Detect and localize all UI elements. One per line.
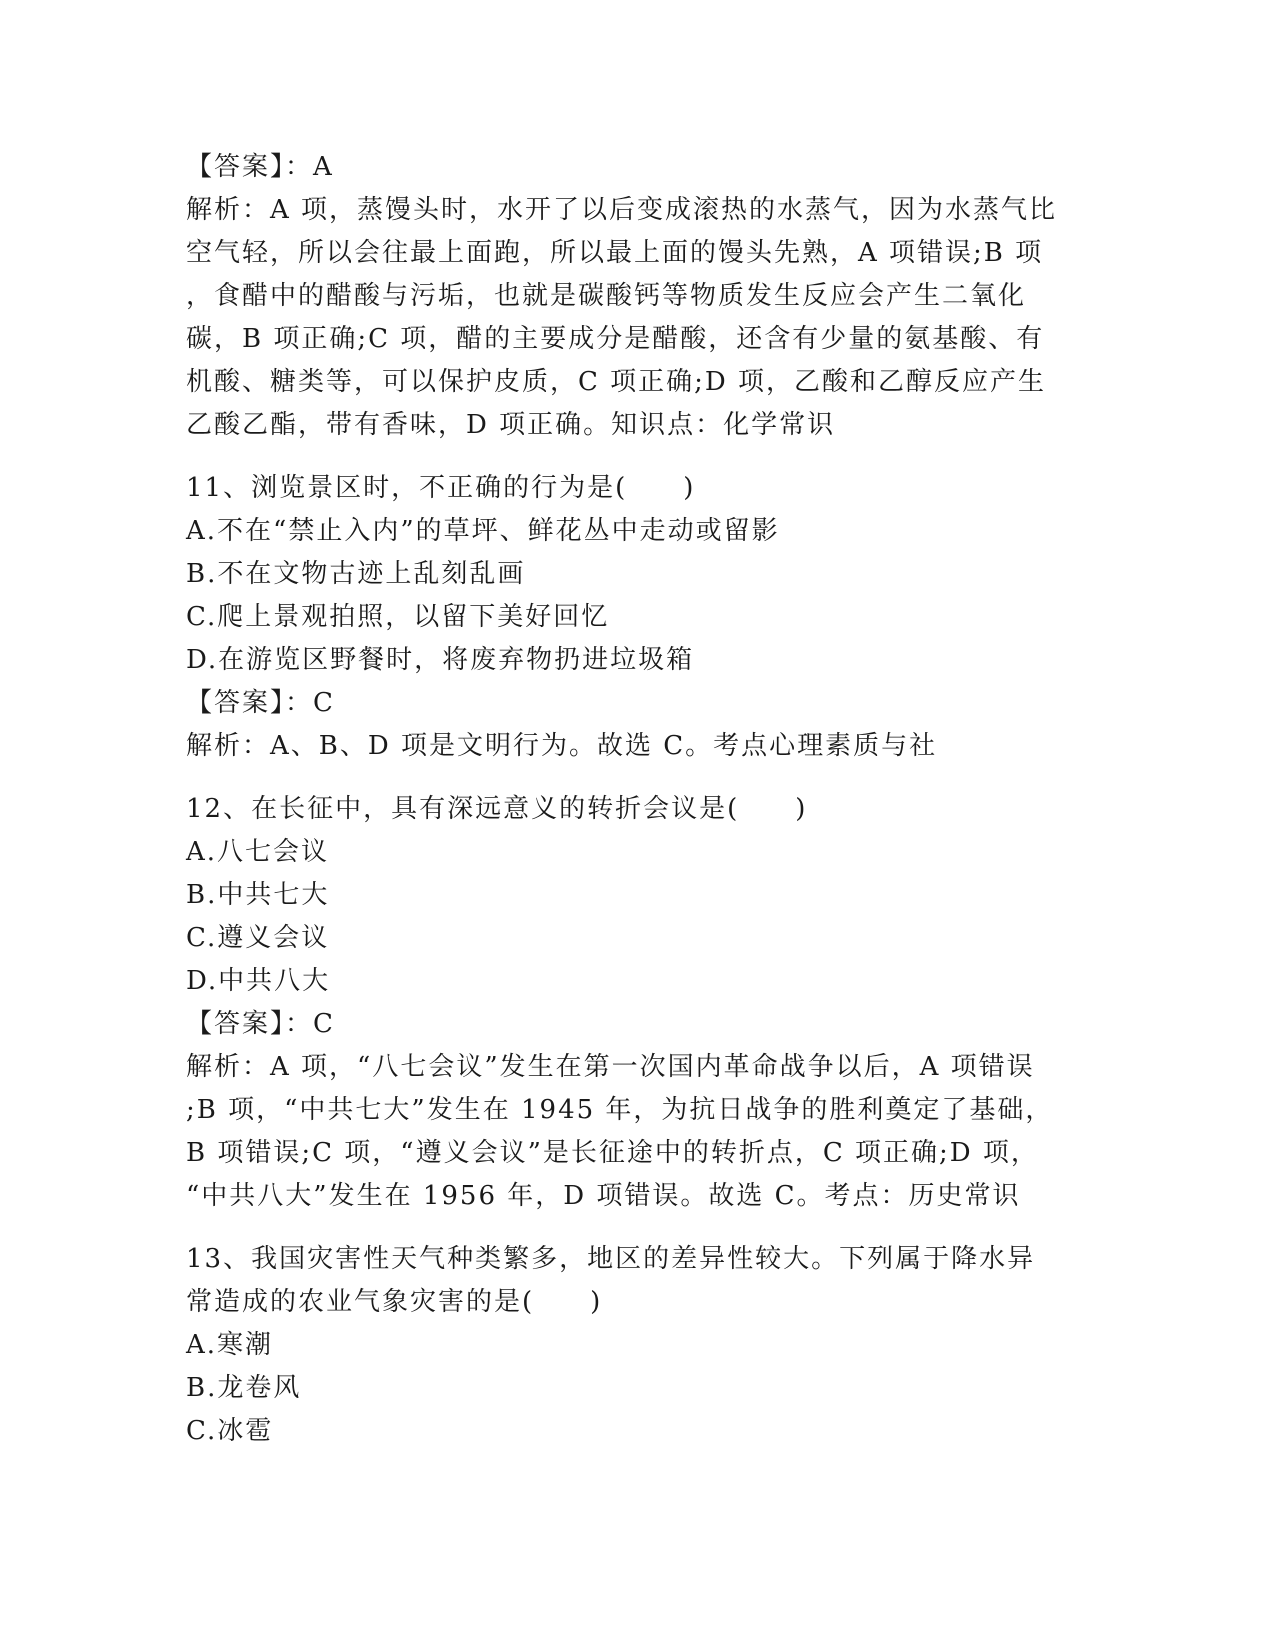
question-13	[186, 1238, 1086, 1453]
explanation-line: 碳，B 项正确;C 项，醋的主要成分是醋酸，还含有少量的氨基酸、有	[186, 324, 1045, 354]
explanation-line: “中共八大”发生在 1956 年，D 项错误。故选 C。考点：历史常识	[186, 1181, 1021, 1211]
explanation-line: 解析：A 项，“八七会议”发生在第一次国内革命战争以后，A 项错误	[186, 1052, 1035, 1082]
answer-label: 【答案】：C	[186, 688, 335, 718]
explanation-line: ;B 项，“中共七大”发生在 1945 年，为抗日战争的胜利奠定了基础，	[186, 1095, 1054, 1125]
option-b: B.龙卷风	[186, 1373, 302, 1403]
document-content	[186, 146, 1086, 1453]
question-text: 12、在长征中，具有深远意义的转折会议是( )	[186, 794, 808, 824]
option-b: B.中共七大	[186, 880, 330, 910]
option-c: C.遵义会议	[186, 923, 330, 953]
option-b: B.不在文物古迹上乱刻乱画	[186, 559, 526, 589]
section-gap	[186, 1218, 1086, 1238]
explanation-line: 解析：A、B、D 项是文明行为。故选 C。考点心理素质与社	[186, 731, 938, 761]
answer-label: 【答案】：A	[186, 152, 334, 182]
explanation-line: 解析：A 项，蒸馒头时，水开了以后变成滚热的水蒸气，因为水蒸气比	[186, 195, 1058, 225]
question-text: 常造成的农业气象灾害的是( )	[186, 1287, 603, 1317]
answer-label: 【答案】：C	[186, 1009, 335, 1039]
section-gap	[186, 768, 1086, 788]
option-a: A.不在“禁止入内”的草坪、鲜花丛中走动或留影	[186, 516, 780, 546]
question-text: 11、浏览景区时，不正确的行为是( )	[186, 473, 696, 503]
option-a: A.寒潮	[186, 1330, 274, 1360]
explanation-line: ，食醋中的醋酸与污垢，也就是碳酸钙等物质发生反应会产生二氧化	[186, 281, 1027, 311]
explanation-line: 乙酸乙酯，带有香味，D 项正确。知识点：化学常识	[186, 410, 836, 440]
option-a: A.八七会议	[186, 837, 330, 867]
option-d: D.中共八大	[186, 966, 331, 996]
question-11	[186, 467, 1086, 768]
explanation-line: 空气轻，所以会往最上面跑，所以最上面的馒头先熟，A 项错误;B 项	[186, 238, 1044, 268]
question-text: 13、我国灾害性天气种类繁多，地区的差异性较大。下列属于降水异	[186, 1244, 1036, 1274]
section-gap	[186, 447, 1086, 467]
question-10-answer-block	[186, 146, 1086, 447]
explanation-line: B 项错误;C 项，“遵义会议”是长征途中的转折点，C 项正确;D 项，	[186, 1138, 1039, 1168]
option-d: D.在游览区野餐时，将废弃物扔进垃圾箱	[186, 645, 695, 675]
explanation-line: 机酸、糖类等，可以保护皮质，C 项正确;D 项，乙酸和乙醇反应产生	[186, 367, 1047, 397]
option-c: C.爬上景观拍照，以留下美好回忆	[186, 602, 610, 632]
option-c: C.冰雹	[186, 1416, 274, 1446]
question-12	[186, 788, 1086, 1218]
